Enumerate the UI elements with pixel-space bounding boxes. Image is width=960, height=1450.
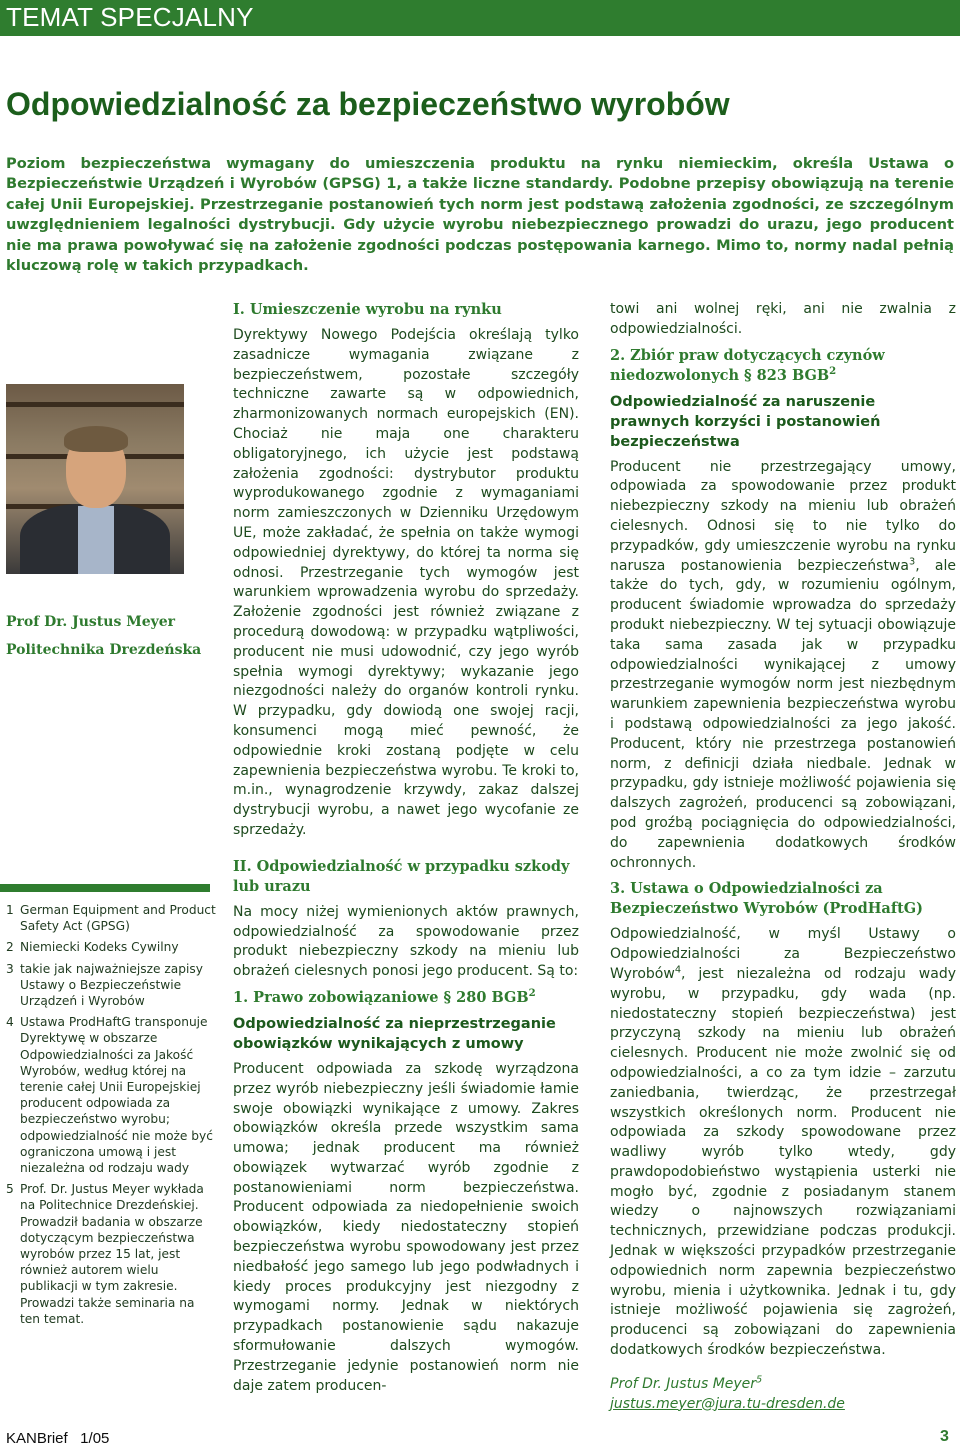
footnote-number: 5	[6, 1182, 14, 1197]
author-name: Prof Dr. Justus Meyer	[6, 614, 176, 630]
body-paragraph: towi ani wolnej ręki, ani nie zwalnia z odpowiedzialności.	[610, 301, 956, 337]
body-paragraph: Na mocy niżej wymienionych aktów prawnych, odpowiedzialność za spowodowanie przez produkt niebezpieczny szkody na mieniu lub obrażeń cielesnych ponosi jego producent. Są to:	[233, 903, 579, 980]
body-text: , jest niezależna od rodzaju wady wyrobu, w przypadku, gdy wada (np. niedostateczny stopień bezpieczeństwa) jest przyczyną szkody na mieniu lub obrażeń cielesnych. Producent nie może zwolnić się od odpowiedzialności, a co za tym idzie – zarzutu zaniedbania, twierdząc, że przestrzegał wszystkich określonych norm. Producent nie odpowiada za szkody spowodowane przez wadliwy wyrób tylko wtedy, gdy prawdopodobieństwo wystąpienia usterki nie mogło być, zgodnie z posiadanym stanem wiedzy o najnowszych rozwiązaniami technicznych, przewidziane podczas produkcji. Jednak w większości przypadków przestrzeganie odpowiednich norm zapewnia bezpieczeństwo wyrobu, mienia i użytkownika. Jednak i tu, gdy istnieje możliwość pojawienia się zagrożeń, producenci są zobowiązani do zapewnienia dodatkowych środków bezpieczeństwa.	[610, 965, 956, 1359]
footnote-ref: 2	[829, 364, 837, 377]
footnotes	[6, 902, 216, 1332]
page-number: 3	[940, 1428, 949, 1445]
footnote-ref: 5	[756, 1374, 763, 1386]
subsection-heading-text: 1. Prawo zobowiązaniowe § 280 BGB	[233, 988, 529, 1006]
article-lead: Poziom bezpieczeństwa wymagany do umieszczenia produktu na rynku niemieckim, określa Ustawa o Bezpieczeństwie Urządzeń i Wyrobów (GPSG) 1, a także liczne standardy. Podobne przepisy obowiązują na terenie całej Unii Europejskiej. Przestrzeganie postanowień tych norm jest podstawą założenia zgodności, ze szczególnym uwzględnieniem legalności dystrybucji. Gdy użycie wyrobu niebezpiecznego prowadzi do urazu, jego producent nie ma prawa powoływać się na założenie zgodności podczas postępowania karnego. Mimo to, normy nadal pełnią kluczową rolę w takich przypadkach.	[6, 155, 954, 275]
footnote-item	[6, 1181, 216, 1327]
signature-name: Prof Dr. Justus Meyer	[610, 1375, 757, 1392]
subsection-subtitle: Odpowiedzialność za nieprzestrzeganie obowiązków wynikających z umowy	[233, 1015, 556, 1052]
footnote-ref: 3	[908, 555, 916, 567]
subsection-heading: 3. Ustawa o Odpowiedzialności za Bezpieczeństwo Wyrobów (ProdHaftG)	[610, 880, 924, 918]
footnote-text: Prof. Dr. Justus Meyer wykłada na Politechnice Drezdeńskiej. Prowadził badania w obszarze dotyczącym bezpieczeństwa wyrobów przez 15 lat, jest również autorem wielu publikacji w tym zakresie. Prowadzi także seminaria na ten temat.	[20, 1182, 204, 1326]
author-signature	[610, 1375, 956, 1395]
footnote-text: Ustawa ProdHaftG transponuje Dyrektywę w obszarze Odpowiedzialności za Jakość Wyrobów, według której na terenie całej Unii Europejskiej producent odpowiada za bezpieczeństwo wyrobu; odpowiedzialność nie może być ograniczona umową i jest niezależna od rodzaju wady	[20, 1015, 213, 1176]
footnote-text: Niemiecki Kodeks Cywilny	[20, 940, 179, 955]
subsection-subtitle: Odpowiedzialność za naruszenie prawnych korzyści i postanowień bezpieczeństwa	[610, 393, 881, 450]
body-paragraph: Dyrektywy Nowego Podejścia określają tylko zasadnicze wymagania związane z bezpieczeństwem, pozostałe szczegóły techniczne zawarte są w odpowiednich, zharmonizowanych normach europejskich (EN). Chociaż nie maja one charakteru obligatoryjnego, ich użycie jest podstawą założenia zgodności: dystrybutor produktu wyprodukowanego zgodnie z wymaganiami norm zamieszczonych w Dzienniku Urzędowym UE, może zakładać, że spełnia on także wymogi odpowiedniej dyrektywy, do której ta norma się odnosi. Przestrzeganie tych wymogów jest warunkiem wprowadzenia wyrobu do sprzedaży. Założenie zgodności jest również związane z procedurą dowodową: w przypadku wątpliwości, producent nie musi udowodnić, czy jego wyrób spełnia wymogi dyrektywy; wykazanie jego niezgodności należy do organów kontroli rynku. W przypadku, gdy dowiodą one swojej racji, konsumenci mogą mieć pewność, że odpowiednie kroki zostaną podjęte w celu zapewnienia bezpieczeństwa wyrobu. Te kroki to, m.in., wynagrodzenie krzywdy, zakaz dalszej dystrybucji wyrobu, a nawet jego wycofanie ze sprzedaży.	[233, 327, 579, 838]
footnote-number: 3	[6, 961, 14, 976]
article-title: Odpowiedzialność za bezpieczeństwo wyrobów	[6, 86, 730, 122]
author-affiliation: Politechnika Drezdeńska	[6, 642, 202, 658]
body-text: Producent nie przestrzegający umowy, odpowiada za spowodowanie przez produkt niebezpieczny szkody na mieniu lub obrażeń cielesnych. Odnosi się to nie tylko do przypadków, gdy umieszczenie wyrobu na rynku narusza postanowienia bezpieczeństwa	[610, 458, 956, 574]
section-header-bar	[0, 0, 960, 36]
footnote-item	[6, 939, 216, 955]
body-text: Odpowiedzialność, w myśl Ustawy o Odpowiedzialności za Bezpieczeństwo Wyrobów	[610, 926, 956, 982]
footnote-number: 4	[6, 1015, 14, 1030]
body-paragraph	[610, 925, 956, 1361]
body-text: , ale także do tych, gdy, w rozumieniu ogólnym, producent świadomie wprowadza do sprzedaży produkt niebezpieczny. W tej sytuacji obowiązuje taka sama zasada jak w przypadku odpowiedzialności wynikającej z umowy przestrzeganie wymogów norm jest niezbędnym warunkiem zapewnienia bezpieczeństwa wyrobu i podstawą odpowiedzialności za jego jakość. Producent, który nie przestrzega postanowień norm, z definicji działa niedbale. Jednak w przypadku, gdy istnieje możliwość pojawienia się dalszych zagrożeń, producenci są zobowiązani, pod groźbą pociągnięcia do odpowiedzialności, do zapewnienia dodatkowych środków ochronnych.	[610, 557, 956, 871]
footnote-ref: 4	[674, 964, 682, 976]
footnote-item	[6, 902, 216, 934]
author-photo	[6, 384, 184, 574]
footnote-item	[6, 961, 216, 1010]
footnote-item	[6, 1014, 216, 1176]
section-heading: II. Odpowiedzialność w przypadku szkody lub urazu	[233, 857, 570, 895]
section-header-label: TEMAT SPECJALNY	[6, 2, 254, 32]
footer-publication: KANBrief 1/05	[6, 1430, 110, 1447]
subsection-heading-text: 2. Zbiór praw dotyczących czynów niedozwolonych § 823 BGB	[610, 346, 885, 384]
footnote-text: takie jak najważniejsze zapisy Ustawy o Bezpieczeństwie Urządzeń i Wyrobów	[20, 961, 203, 1009]
footnote-text: German Equipment and Product Safety Act (GPSG)	[20, 903, 216, 934]
footnote-divider	[0, 884, 210, 892]
subsection-heading	[610, 346, 956, 386]
column-middle	[233, 300, 579, 1402]
subsection-heading	[233, 988, 579, 1008]
footnote-number: 2	[6, 940, 14, 955]
body-paragraph	[610, 458, 956, 874]
section-heading: I. Umieszczenie wyrobu na rynku	[233, 301, 502, 318]
body-paragraph: Producent odpowiada za szkodę wyrządzona przez wyrób niebezpieczny jeśli świadomie łamie swoje obowiązki wynikające z umowy. Zakres obowiązków określa przede wszystkim sama umowa; jednak producent ma również obowiązek wytwarzać wyrób zgodnie z postanowieniami norm bezpieczeństwa. Producent odpowiada za niedopełnienie swoich obowiązków, kiedy niedostateczny stopień bezpieczeństwa wyrobu spowodowany jest przez niedbałość jego samego lub jego podwładnych i kiedy proces produkcyjny jest niezgodny z wymogami normy. Jednak w niektórych przypadkach postanowienie sądu nakazuje sformułowanie dalszych wymogów. Przestrzeganie jedynie postanowień norm nie daje zatem producen-	[233, 1060, 579, 1394]
author-email-link[interactable]: justus.meyer@jura.tu-dresden.de	[610, 1395, 845, 1412]
footnote-number: 1	[6, 903, 14, 917]
column-right	[610, 300, 956, 1414]
footnote-ref: 2	[528, 987, 536, 1000]
